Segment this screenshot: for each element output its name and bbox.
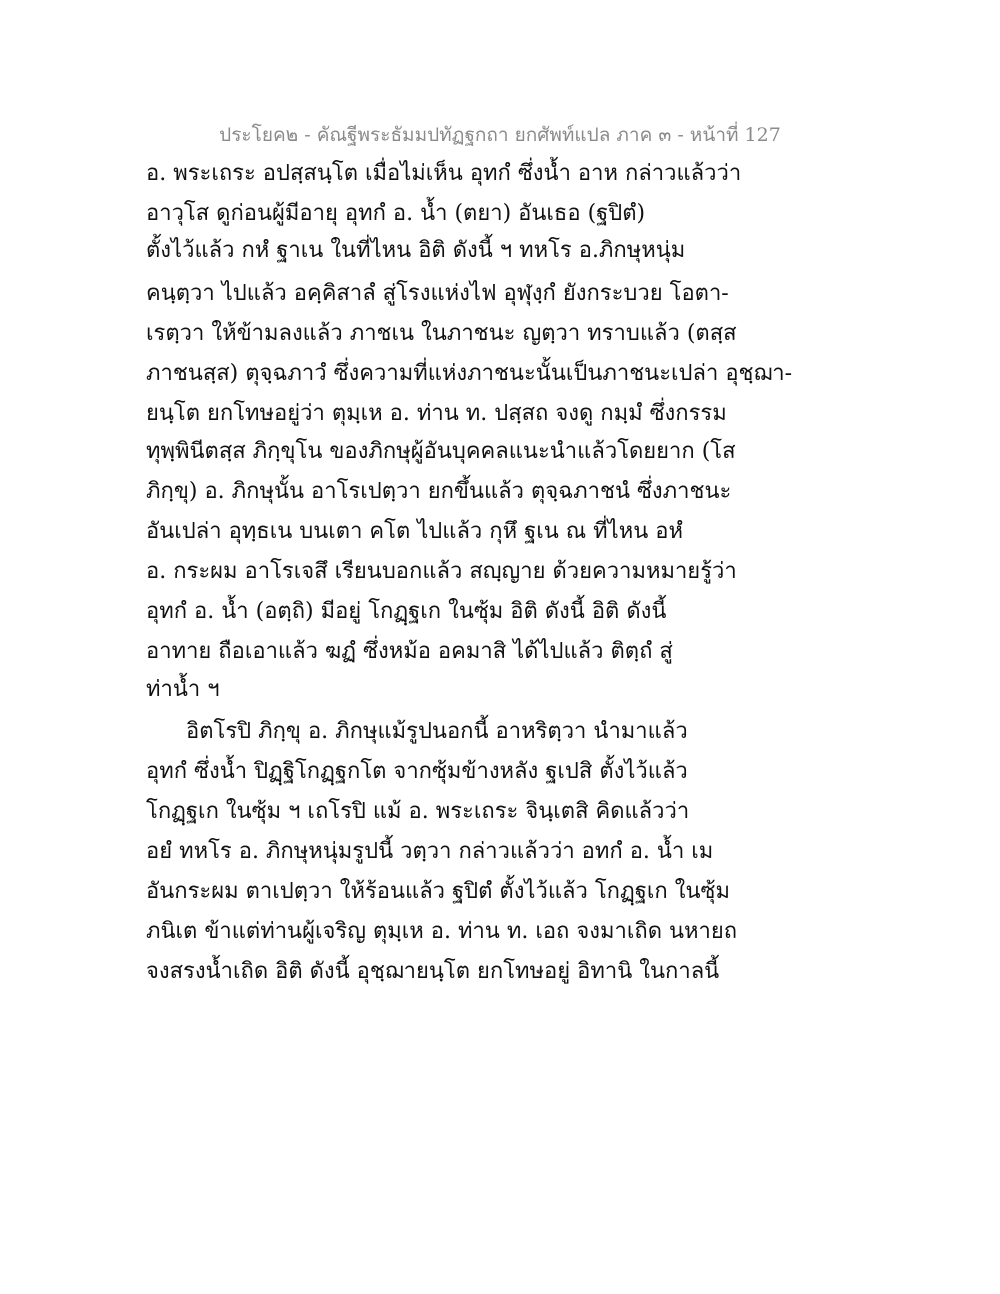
text-line: โกฏฺฐเก ในซุ้ม ฯ เถโรปิ แม้ อ. พระเถระ จินฺเตสิ คิดแล้วว่า bbox=[146, 799, 690, 824]
text-line: อ. กระผม อาโรเจสึ เรียนบอกแล้ว สญฺญาย ด้วยความหมายรู้ว่า bbox=[146, 559, 737, 584]
text-line: อิตโรปิ ภิกฺขุ อ. ภิกษุแม้รูปนอกนี้ อาหริตฺวา นำมาแล้ว bbox=[186, 719, 688, 744]
text-line: อยํ ทหโร อ. ภิกษุหนุ่มรูปนี้ วตฺวา กล่าวแล้วว่า อทกํ อ. น้ำ เม bbox=[146, 839, 714, 864]
running-header: ประโยค๒ - คัณฐีพระธัมมปทัฏฐกถา ยกศัพท์แปล ภาค ๓ - หน้าที่ 127 bbox=[219, 124, 781, 146]
text-line: ภิกฺขุ) อ. ภิกษุนั้น อาโรเปตฺวา ยกขึ้นแล้ว ตุจฺฉภาชนํ ซึ่งภาชนะ bbox=[146, 479, 732, 504]
text-line: จงสรงน้ำเถิด อิติ ดังนี้ อุชฺฌายนฺโต ยกโทษอยู่ อิทานิ ในกาลนี้ bbox=[146, 959, 720, 984]
text-line: อาทาย ถือเอาแล้ว ฆฏํ ซึ่งหม้อ อคมาสิ ได้ไปแล้ว ติตฺถํ สู่ bbox=[146, 639, 673, 664]
text-line: คนฺตฺวา ไปแล้ว อคฺคิสาลํ สู่โรงแห่งไฟ อุฬุงฺกํ ยังกระบวย โอตา- bbox=[146, 281, 729, 306]
text-line: เรตฺวา ให้ข้ามลงแล้ว ภาชเน ในภาชนะ ญตฺวา ทราบแล้ว (ตสฺส bbox=[146, 321, 737, 346]
text-line: ภนิเต ข้าแต่ท่านผู้เจริญ ตุมฺเห อ. ท่าน ท. เอถ จงมาเถิด นหายถ bbox=[146, 919, 738, 944]
text-line: ภาชนสฺส) ตุจฺฉภาวํ ซึ่งความที่แห่งภาชนะนั้นเป็นภาชนะเปล่า อุชฺฌา- bbox=[146, 361, 793, 386]
text-line: ตั้งไว้แล้ว กหํ ฐาเน ในที่ไหน อิติ ดังนี้ ฯ ทหโร อ.ภิกษุหนุ่ม bbox=[146, 238, 686, 263]
text-line: อุทกํ อ. น้ำ (อตฺถิ) มีอยู่ โกฏฺฐเก ในซุ้ม อิติ ดังนี้ อิติ ดังนี้ bbox=[146, 599, 667, 624]
text-line: อ. พระเถระ อปสฺสนฺโต เมื่อไม่เห็น อุทกํ ซึ่งน้ำ อาห กล่าวแล้วว่า bbox=[146, 161, 742, 186]
text-line: อุทกํ ซึ่งน้ำ ปิฏฺฐิโกฏฺฐกโต จากซุ้มข้างหลัง ฐเปสิ ตั้งไว้แล้ว bbox=[146, 759, 688, 784]
text-line: อาวุโส ดูก่อนผู้มีอายุ อุทกํ อ. น้ำ (ตยา) อันเธอ (ฐปิตํ) bbox=[146, 201, 646, 226]
text-line: อันกระผม ตาเปตฺวา ให้ร้อนแล้ว ฐปิตํ ตั้งไว้แล้ว โกฏฺฐเก ในซุ้ม bbox=[146, 879, 730, 904]
text-line: ยนฺโต ยกโทษอยู่ว่า ตุมฺเห อ. ท่าน ท. ปสฺสถ จงดู กมฺมํ ซึ่งกรรม bbox=[146, 401, 727, 426]
text-line: ทุพฺพินีตสฺส ภิกฺขุโน ของภิกษุผู้อันบุคคลแนะนำแล้วโดยยาก (โส bbox=[146, 439, 736, 464]
text-line: ท่าน้ำ ฯ bbox=[146, 677, 220, 702]
text-line: อันเปล่า อุทฺธเน บนเตา คโต ไปแล้ว กุหึ ฐเน ณ ที่ไหน อหํ bbox=[146, 519, 683, 544]
